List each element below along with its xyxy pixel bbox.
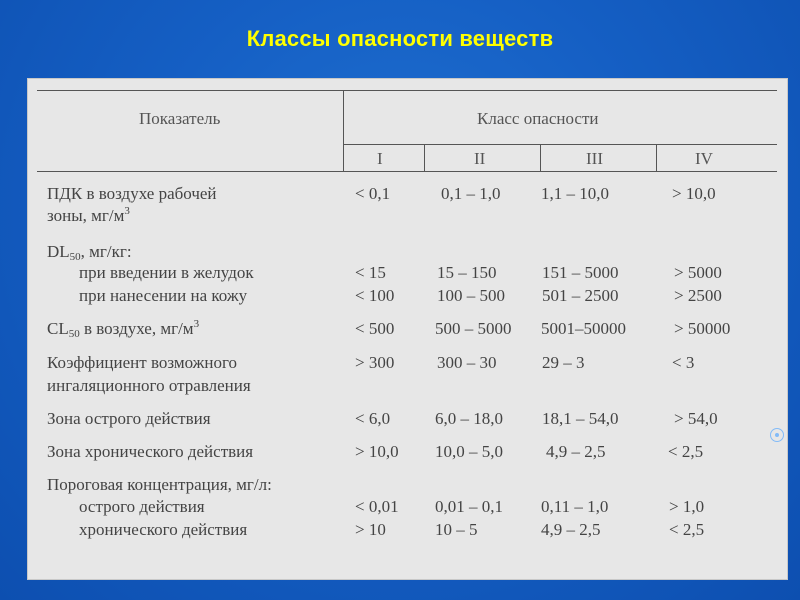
cell-class-4: < 2,5: [668, 442, 704, 461]
header-indicator: Показатель: [139, 109, 221, 128]
cell-class-4: < 2,5: [669, 520, 705, 539]
row-label: ингаляционного отравления: [47, 376, 251, 395]
cell-class-4: < 3: [672, 353, 695, 372]
cell-class-3: 151 – 5000: [542, 263, 619, 282]
header-divider: [343, 90, 344, 172]
header-class-1: I: [377, 149, 383, 168]
cell-class-1: > 300: [355, 353, 395, 372]
sub-row-label: при нанесении на кожу: [79, 286, 248, 305]
row-label: Коэффициент возможного: [47, 353, 238, 372]
cell-class-2: 100 – 500: [437, 286, 505, 305]
cell-class-1: > 10,0: [355, 442, 399, 461]
slide-title: Классы опасности веществ: [246, 26, 554, 51]
header-bottom-rule: [37, 171, 777, 172]
cell-class-3: 5001–50000: [541, 319, 626, 338]
cell-class-1: < 0,01: [355, 497, 399, 516]
header-class-2: II: [474, 149, 486, 168]
hazard-class-table: [27, 78, 788, 580]
cell-class-2: 10,0 – 5,0: [435, 442, 503, 461]
row-label: Зона острого действия: [47, 409, 211, 428]
cell-class-3: 0,11 – 1,0: [541, 497, 609, 516]
cell-class-3: 29 – 3: [542, 353, 585, 372]
cell-class-4: > 2500: [674, 286, 722, 305]
cell-class-2: 6,0 – 18,0: [435, 409, 503, 428]
cell-class-1: < 15: [355, 263, 386, 282]
cell-class-4: > 50000: [674, 319, 731, 338]
row-label: ПДК в воздухе рабочей: [47, 184, 217, 203]
class-divider-3: [656, 144, 657, 172]
row-label: Пороговая концентрация, мг/л:: [47, 475, 272, 494]
sub-row-label: при введении в желудок: [79, 263, 254, 282]
header-class-3: III: [586, 149, 603, 168]
cell-class-2: 10 – 5: [435, 520, 478, 539]
row-label: Зона хронического действия: [47, 442, 254, 461]
cell-class-3: 18,1 – 54,0: [542, 409, 619, 428]
cell-class-3: 4,9 – 2,5: [546, 442, 606, 461]
row-label: $CL_{50}$ в воздухе, $мг/м^3$: [47, 318, 200, 340]
cell-class-3: 501 – 2500: [542, 286, 619, 305]
decorative-circle-icon: [770, 428, 784, 442]
cell-class-1: < 6,0: [355, 409, 391, 428]
cell-class-3: 4,9 – 2,5: [541, 520, 601, 539]
cell-class-1: < 0,1: [355, 184, 391, 203]
cell-class-2: 0,01 – 0,1: [435, 497, 503, 516]
row-label: $DL_{50}$, мг/кг:: [47, 242, 132, 263]
cell-class-4: > 10,0: [672, 184, 716, 203]
cell-class-1: < 500: [355, 319, 395, 338]
table-top-rule: [37, 90, 777, 91]
cell-class-2: 15 – 150: [437, 263, 497, 282]
header-hazard-class: Класс опасности: [477, 109, 599, 128]
row-label: зоны, $мг/м^3$: [47, 205, 130, 225]
cell-class-2: 500 – 5000: [435, 319, 512, 338]
cell-class-4: > 5000: [674, 263, 722, 282]
cell-class-4: > 54,0: [674, 409, 718, 428]
cell-class-1: < 100: [355, 286, 395, 305]
class-divider-1: [424, 144, 425, 172]
cell-class-4: > 1,0: [669, 497, 705, 516]
cell-class-2: 0,1 – 1,0: [441, 184, 501, 203]
header-class-4: IV: [695, 149, 713, 168]
sub-row-label: острого действия: [79, 497, 205, 516]
class-divider-2: [540, 144, 541, 172]
cell-class-1: > 10: [355, 520, 386, 539]
sub-row-label: хронического действия: [79, 520, 248, 539]
cell-class-3: 1,1 – 10,0: [541, 184, 609, 203]
cell-class-2: 300 – 30: [437, 353, 497, 372]
class-header-rule: [343, 144, 777, 145]
